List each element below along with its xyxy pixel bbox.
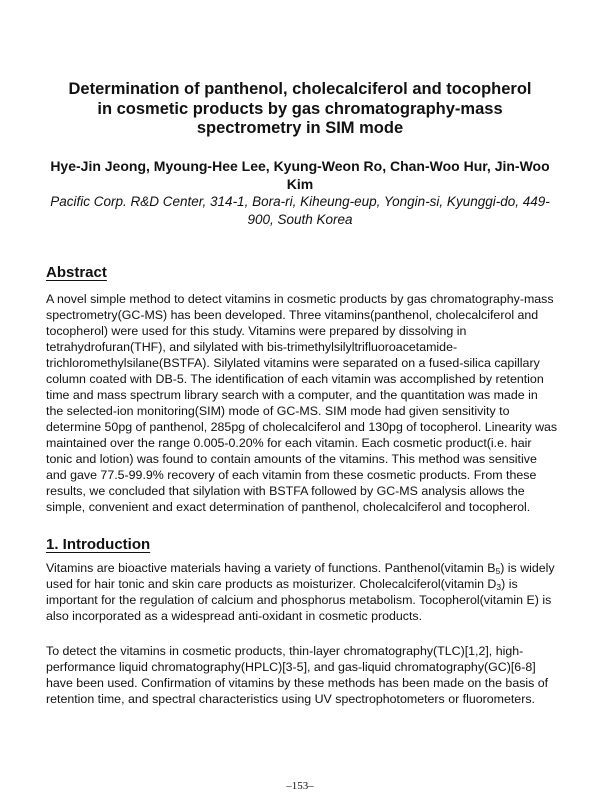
page-number: –153– xyxy=(286,780,314,792)
introduction-paragraph-1 xyxy=(46,560,558,624)
vitamin-b-subscript: 5 xyxy=(495,566,501,576)
author-affiliation: Pacific Corp. R&D Center, 314-1, Bora-ri, Kiheung-eup, Yongin-si, Kyunggi-do, 449-900, South Korea xyxy=(50,194,550,227)
introduction-heading: 1. Introduction xyxy=(46,536,151,553)
vitamin-d-subscript: 3 xyxy=(496,582,502,592)
paper-title: Determination of panthenol, cholecalciferol and tocopherol in cosmetic products by gas chromatography-mass spectrometry in SIM mode xyxy=(68,80,532,137)
introduction-paragraph-1-part-a: Vitamins are bioactive materials having a variety of functions. Panthenol(vitamin B xyxy=(46,561,496,575)
introduction-paragraph-1-part-c: ) is important for the regulation of calcium and phosphorus metabolism. Tocopherol(vitamin E) is also incorporated as a widespread anti-oxidant in cosmetic products. xyxy=(46,577,552,623)
abstract-heading: Abstract xyxy=(46,264,107,281)
introduction-paragraph-1-part-b: ) is widely used for hair tonic and skin care products as moisturizer. Cholecalciferol(vitamin D xyxy=(46,561,555,591)
abstract-text: A novel simple method to detect vitamins in cosmetic products by gas chromatography-mass spectrometry(GC-MS) has been developed. Three vitamins(panthenol, cholecalciferol and tocopherol) were used for this study. Vitamins were prepared by dissolving in tetrahydrofuran(THF), and silylated with bis-trimethylsilyltrifluoroacetamide-trichloromethylsilane(BSTFA). Silylated vitamins were separated on a fused-silica capillary column coated with DB-5. The identification of each vitamin was accomplished by retention time and mass spectrum library search with a computer, and the quantitation was made in the selected-ion monitoring(SIM) mode of GC-MS. SIM mode had given sensitivity to determine 50pg of panthenol, 285pg of cholecalciferol and 130pg of tocopherol. Linearity was maintained over the range 0.005-0.20% for each vitamin. Each cosmetic product(i.e. hair tonic and lotion) was found to contain amounts of the vitamins. This method was sensitive and gave 77.5-99.9% recovery of each vitamin from these cosmetic products. From these results, we concluded that silylation with BSTFA followed by GC-MS analysis allows the simple, convenient and exact determination of panthenol, cholecalciferol and tocopherol. xyxy=(46,292,558,514)
author-list: Hye-Jin Jeong, Myoung-Hee Lee, Kyung-Weon Ro, Chan-Woo Hur, Jin-Woo Kim xyxy=(50,158,550,192)
introduction-paragraph-2: To detect the vitamins in cosmetic products, thin-layer chromatography(TLC)[1,2], high-performance liquid chromatography(HPLC)[3-5], and gas-liquid chromatography(GC)[6-8] have been used. Confirmation of vitamins by these methods has been made on the basis of retention time, and spectral characteristics using UV spectrophotometers or fluorometers. xyxy=(46,644,549,706)
